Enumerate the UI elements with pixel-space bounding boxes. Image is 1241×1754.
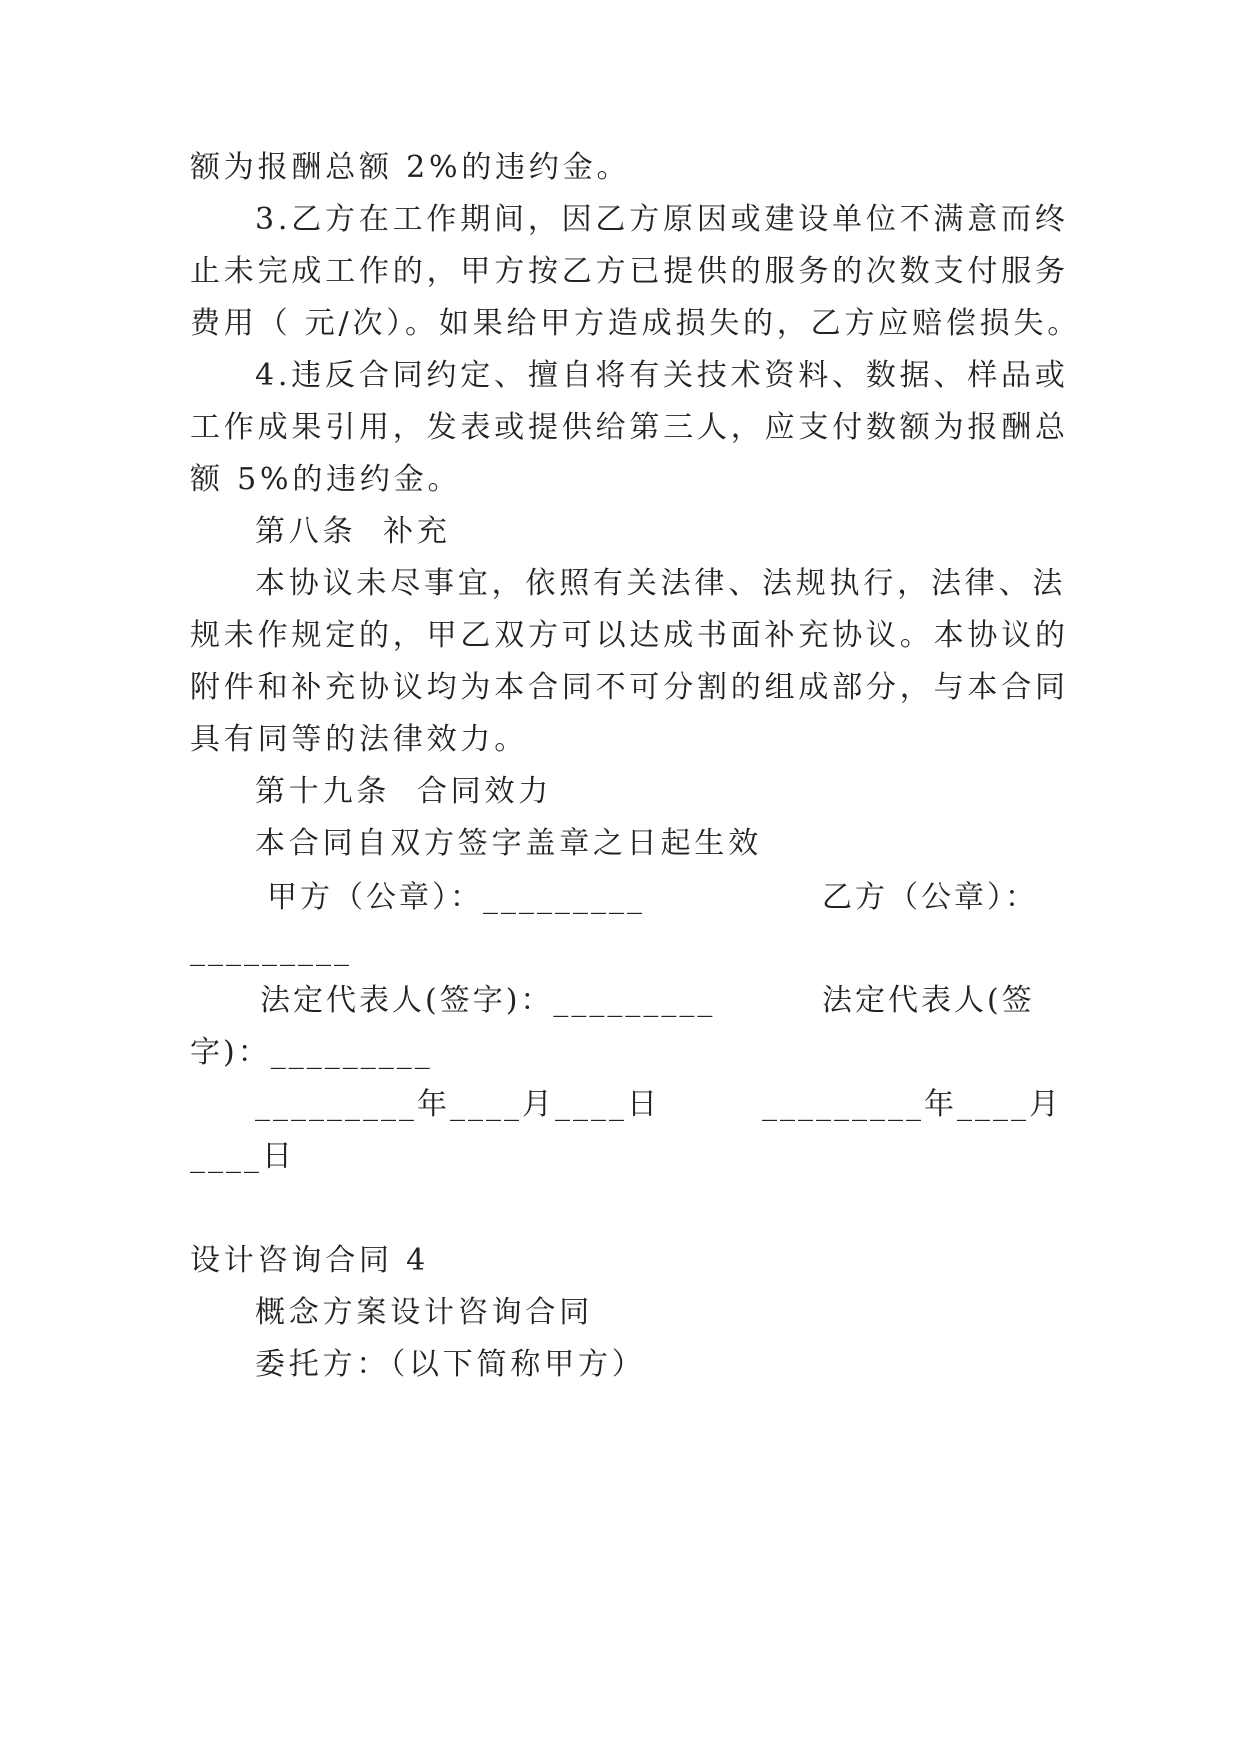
- party-b-representative-line: 法定代表人(签: [822, 983, 1035, 1018]
- article-heading: 第八条 补充: [255, 514, 451, 549]
- text-line: 工作成果引用，发表或提供给第三人，应支付数额为报酬总: [190, 410, 1069, 445]
- party-b-date-line-end: ____日: [190, 1139, 295, 1174]
- party-b-seal-blank: _________: [190, 932, 352, 967]
- party-b-date-line: _________年____月: [762, 1087, 1062, 1122]
- text-line: 4.违反合同约定、擅自将有关技术资料、数据、样品或: [255, 358, 1069, 393]
- text-line: 3.乙方在工作期间，因乙方原因或建设单位不满意而终: [255, 202, 1069, 237]
- text-line: 本协议未尽事宜，依照有关法律、法规执行，法律、法: [255, 566, 1067, 601]
- article-heading: 第十九条 合同效力: [255, 774, 553, 809]
- text-line: 具有同等的法律效力。: [190, 722, 528, 757]
- text-line: 费用（ 元/次）。如果给甲方造成损失的，乙方应赔偿损失。: [190, 306, 1082, 341]
- text-line: 本合同自双方签字盖章之日起生效: [255, 826, 762, 861]
- party-b-representative-line-end: 字)：_________: [190, 1035, 433, 1070]
- party-a-representative-line: 法定代表人(签字)：_________: [260, 983, 716, 1018]
- text-line: 止未完成工作的，甲方按乙方已提供的服务的次数支付服务: [190, 254, 1069, 289]
- contract-subtitle: 概念方案设计咨询合同: [255, 1295, 593, 1330]
- party-a-seal-line: 甲方（公章）：_________: [267, 880, 645, 915]
- section-heading: 设计咨询合同 4: [190, 1243, 430, 1278]
- text-line: 规未作规定的，甲乙双方可以达成书面补充协议。本协议的: [190, 618, 1069, 653]
- party-b-seal-line: 乙方（公章）：: [822, 880, 1038, 915]
- party-a-date-line: _________年____月____日: [255, 1087, 660, 1122]
- client-line: 委托方：（以下简称甲方）: [255, 1347, 646, 1382]
- text-line: 额 5%的违约金。: [190, 462, 462, 497]
- text-line: 附件和补充协议均为本合同不可分割的组成部分，与本合同: [190, 670, 1069, 705]
- text-line: 额为报酬总额 2%的违约金。: [190, 150, 631, 185]
